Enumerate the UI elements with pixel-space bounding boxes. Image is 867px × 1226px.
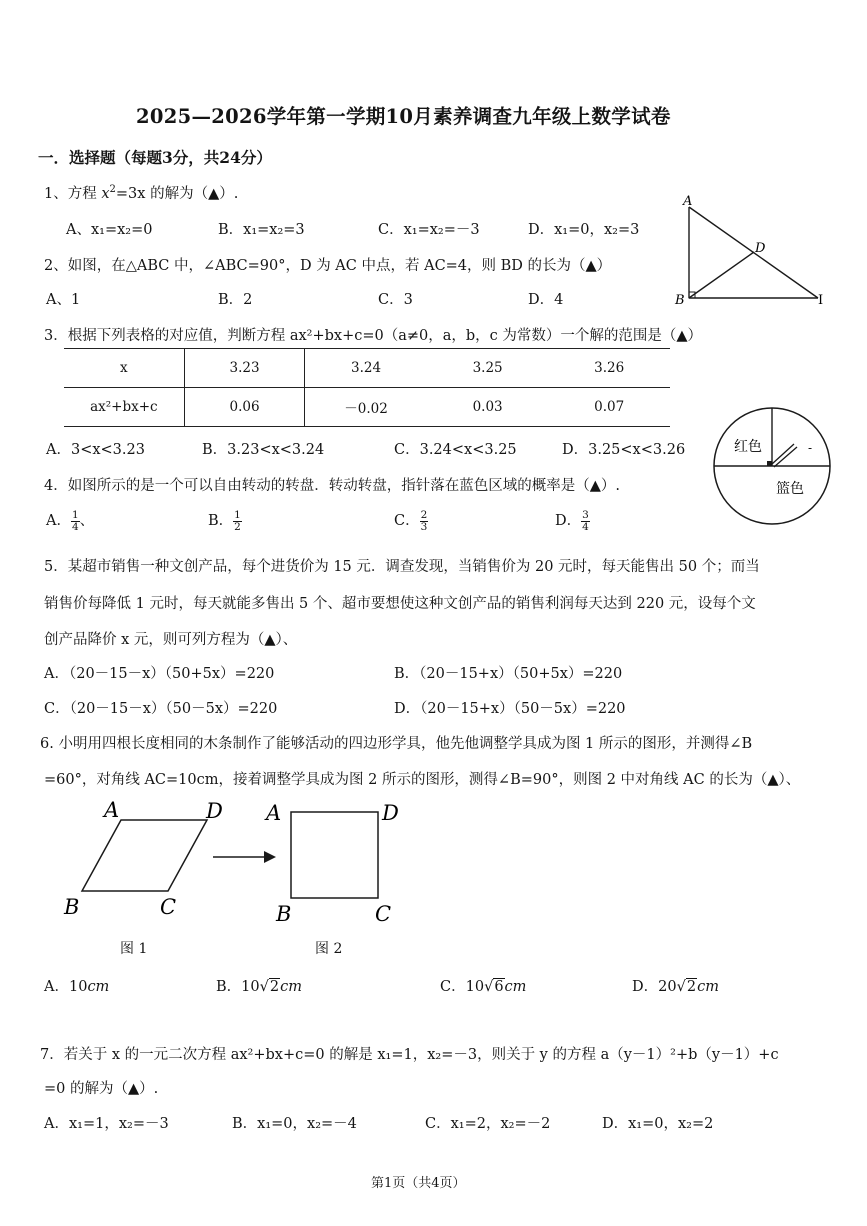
table-cell: 3.25 xyxy=(427,349,549,388)
question-6-line-2: =60°，对角线 AC=10cm，接着调整学具成为图 2 所示的图形，测得∠B=90°，则图 2 中对角线 AC 的长为（▲）、 xyxy=(44,772,801,788)
q5-option-a[interactable]: A．（20－15－x）（50+5x）=220 xyxy=(44,666,275,682)
q5-option-d[interactable]: D．（20－15+x）（50－5x）=220 xyxy=(394,701,626,717)
frac-den: 2 xyxy=(234,520,241,533)
q2-option-b[interactable]: B．2 xyxy=(218,292,253,308)
fraction-two-thirds xyxy=(420,510,429,533)
q7-option-b[interactable]: B．x₁=0，x₂=－4 xyxy=(232,1116,357,1132)
question-2: 2、如图，在△ABC 中，∠ABC=90°，D 为 AC 中点，若 AC=4，则 BD 的长为（▲） xyxy=(44,258,612,274)
q6-option-d-radicand: 2 xyxy=(686,979,697,995)
fig2-label-d: D xyxy=(382,801,399,825)
question-7-line-1: 7．若关于 x 的一元二次方程 ax²+bx+c=0 的解是 x₁=1，x₂=－3，则关于 y 的方程 a（y－1）²+b（y－1）+c xyxy=(40,1047,779,1063)
q6-option-d-label: D． xyxy=(632,979,659,995)
spinner-pointer xyxy=(772,444,794,464)
table-cell: －0.02 xyxy=(305,388,427,427)
q6-option-c[interactable]: C．10√6cm xyxy=(440,979,527,995)
q2-triangle-figure xyxy=(672,190,832,312)
frac-num: 3 xyxy=(582,508,589,521)
q3-option-c[interactable]: C．3.24<x<3.25 xyxy=(394,442,517,458)
spinner-mark: - xyxy=(808,441,813,455)
fig1-label-a: A xyxy=(104,798,120,822)
q6-option-c-radicand: 6 xyxy=(494,979,504,995)
q2-option-d[interactable]: D．4 xyxy=(528,292,564,308)
question-5-line-1: 5．某超市销售一种文创产品，每个进货价为 15 元．调查发现，当销售价为 20 元时，每天能售出 50 个；而当 xyxy=(44,559,760,575)
frac-num: 2 xyxy=(420,508,428,521)
exam-title: 2025—2026学年第一学期10月素养调查九年级上数学试卷 xyxy=(136,105,671,128)
frac-num: 1 xyxy=(71,508,79,521)
q5-option-c[interactable]: C．（20－15－x）（50－5x）=220 xyxy=(44,701,278,717)
fraction-three-quarters xyxy=(581,510,590,533)
fraction-one-quarter xyxy=(71,510,80,533)
label-d: D xyxy=(755,241,766,256)
table-cell: 0.07 xyxy=(548,388,670,427)
q6-option-b-label: B． xyxy=(216,979,242,995)
fig1-caption: 图 1 xyxy=(120,941,148,957)
table-cell: 0.06 xyxy=(184,388,305,427)
q6-option-a-unit: cm xyxy=(87,979,110,995)
fig2-label-b: B xyxy=(276,902,292,926)
triangle-median-bd xyxy=(689,252,754,298)
q1-option-a[interactable]: A、x₁=x₂=0 xyxy=(66,222,153,238)
q1-option-b[interactable]: B．x₁=x₂=3 xyxy=(218,222,305,238)
q5-option-b[interactable]: B．（20－15+x）（50+5x）=220 xyxy=(394,666,623,682)
question-5-line-3: 创产品降价 x 元，则可列方程为（▲）、 xyxy=(44,632,298,648)
fig1-label-d: D xyxy=(206,799,223,823)
table-cell: 0.03 xyxy=(427,388,549,427)
frac-den: 3 xyxy=(420,520,428,533)
q4-option-c-label: C． xyxy=(394,513,420,529)
fig2-caption: 图 2 xyxy=(315,941,343,957)
q4-option-b[interactable] xyxy=(208,509,242,533)
fig1-label-b: B xyxy=(64,895,80,919)
q6-option-d-coef: 20 xyxy=(658,979,677,995)
q6-option-b-unit: cm xyxy=(280,979,302,995)
q6-option-a-coef: 10 xyxy=(68,979,88,995)
page-number: 第1页（共4页） xyxy=(371,1176,466,1191)
fig1-rhombus xyxy=(82,820,207,891)
q2-option-a[interactable]: A、1 xyxy=(46,292,81,308)
q6-option-b[interactable]: B．10√2cm xyxy=(216,979,302,995)
table-cell: 3.23 xyxy=(184,349,305,388)
question-7-line-2: =0 的解为（▲）. xyxy=(44,1081,159,1097)
table-cell: 3.26 xyxy=(548,349,670,388)
label-c: I xyxy=(818,293,824,308)
label-a: A xyxy=(683,194,693,209)
frac-den: 4 xyxy=(71,520,79,533)
q4-option-b-label: B． xyxy=(208,513,234,529)
q4-option-c[interactable] xyxy=(394,509,428,533)
q4-option-a-label: A． xyxy=(46,513,71,529)
q7-option-d[interactable]: D．x₁=0，x₂=2 xyxy=(602,1116,714,1132)
fig2-square xyxy=(291,812,378,898)
q7-option-c[interactable]: C．x₁=2，x₂=－2 xyxy=(425,1116,551,1132)
question-6-line-1: 6. 小明用四根长度相同的木条制作了能够活动的四边形学具，他先他调整学具成为图 1 所示的图形，并测得∠B xyxy=(40,736,753,752)
table-cell: 3.24 xyxy=(305,349,427,388)
q4-option-a[interactable] xyxy=(46,509,94,533)
q4-option-d-label: D． xyxy=(555,513,582,529)
q3-option-a[interactable]: A．3<x<3.23 xyxy=(46,442,145,458)
q4-option-d[interactable] xyxy=(555,509,590,533)
q6-option-d[interactable]: D．20√2cm xyxy=(632,979,719,995)
q3-option-b[interactable]: B．3.23<x<3.24 xyxy=(202,442,325,458)
q1-option-c[interactable]: C．x₁=x₂=－3 xyxy=(378,222,480,238)
fig1-label-c: C xyxy=(160,895,177,919)
table-header-poly: ax²+bx+c xyxy=(64,388,184,427)
fig2-label-c: C xyxy=(375,902,392,926)
q6-option-b-radicand: 2 xyxy=(269,979,280,995)
fraction-one-half xyxy=(233,510,242,533)
q6-option-c-coef: 10 xyxy=(465,979,485,995)
label-b: B xyxy=(675,293,685,308)
table-header-x: x xyxy=(64,349,184,388)
section-heading-choice: 一．选择题（每题3分，共24分） xyxy=(38,148,272,167)
question-3: 3．根据下列表格的对应值，判断方程 ax²+bx+c=0（a≠0，a，b，c 为常数）一个解的范围是（▲） xyxy=(44,328,703,344)
question-1-prefix: 1、方程 xyxy=(44,186,102,202)
question-5-line-2: 销售价每降低 1 元时，每天就能多售出 5 个、超市要想使这种文创产品的销售利润每天达到 220 元，设每个文 xyxy=(44,596,756,612)
q6-option-c-unit: cm xyxy=(504,979,527,995)
question-4: 4．如图所示的是一个可以自由转动的转盘．转动转盘，指针落在蓝色区域的概率是（▲）. xyxy=(44,478,620,494)
q2-option-c[interactable]: C．3 xyxy=(378,292,413,308)
question-1: 1、方程 $x^2=3x$ 的解为（▲）. xyxy=(44,184,239,202)
q1-option-d[interactable]: D．x₁=0，x₂=3 xyxy=(528,222,640,238)
transform-arrow-head xyxy=(264,851,276,863)
q3-option-d[interactable]: D．3.25<x<3.26 xyxy=(562,442,686,458)
q7-option-a[interactable]: A．x₁=1，x₂=－3 xyxy=(44,1116,169,1132)
spinner-label-blue: 篮色 xyxy=(776,481,804,497)
q6-figures xyxy=(60,796,420,932)
spinner-pointer-edge xyxy=(774,447,797,467)
frac-den: 4 xyxy=(582,520,589,533)
q3-value-table xyxy=(64,348,670,427)
question-1-var: x xyxy=(101,186,110,202)
q6-option-c-label: C． xyxy=(440,979,466,995)
q6-option-a-label: A． xyxy=(44,979,69,995)
spinner-center xyxy=(767,461,772,466)
q6-option-a[interactable] xyxy=(44,975,109,996)
q4-spinner-figure xyxy=(706,400,846,530)
spinner-label-red: 红色 xyxy=(734,439,762,455)
q6-option-d-unit: cm xyxy=(697,979,719,995)
q4-option-a-tail: 、 xyxy=(79,513,95,529)
fig2-label-a: A xyxy=(266,801,282,825)
q6-option-b-coef: 10 xyxy=(241,979,260,995)
frac-num: 1 xyxy=(234,508,241,521)
question-1-rest: =3x 的解为（▲）. xyxy=(115,186,239,202)
